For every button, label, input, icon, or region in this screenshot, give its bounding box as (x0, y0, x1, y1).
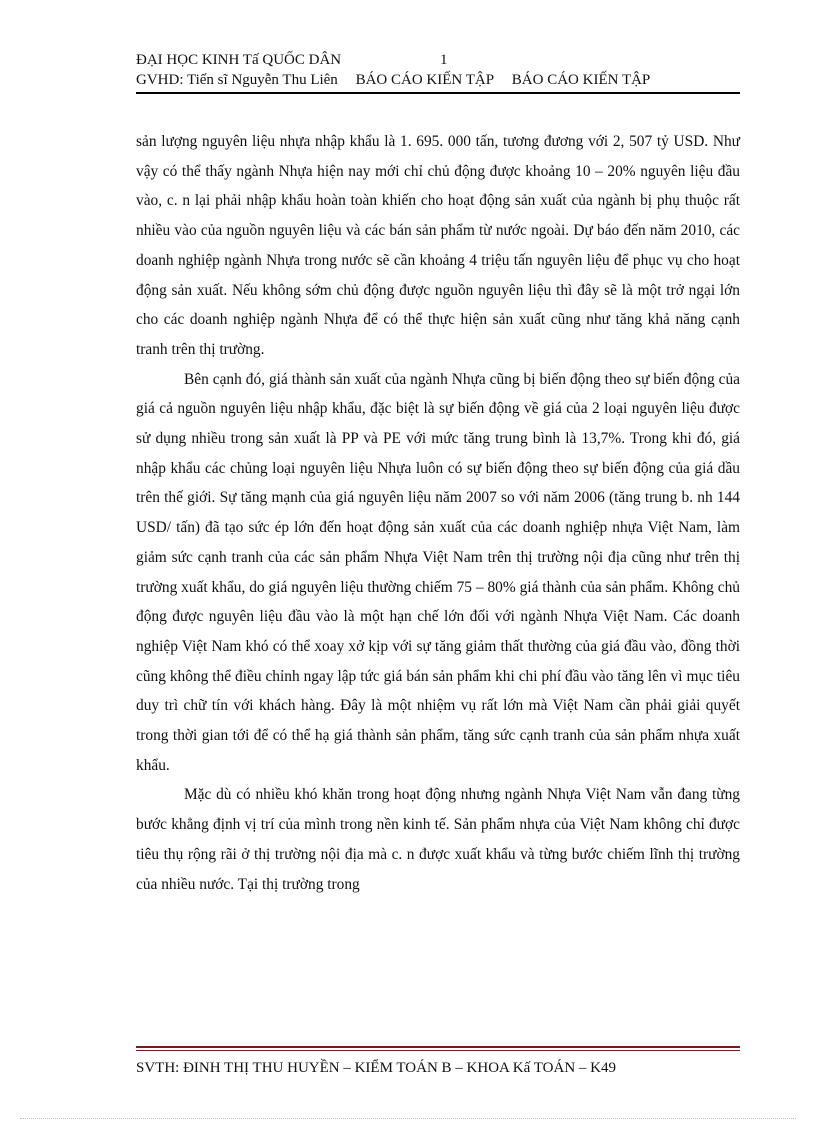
paragraph-3: Mặc dù có nhiều khó khăn trong hoạt động nhưng ngành Nhựa Việt Nam vẫn đang từng bước khẳng định vị trí của mình trong nền kinh tế. Sản phẩm nhựa của Việt Nam không chỉ được tiêu thụ rộng rãi ở thị trường nội địa mà c. n được xuất khẩu và từng bước chiếm lĩnh thị trường của nhiều nước. Tại thị trường trong (136, 786, 740, 893)
header-divider (136, 92, 740, 94)
document-body (136, 127, 740, 899)
page-number: 1 (440, 52, 448, 68)
university-name: ĐẠI HỌC KINH Tấ QUỐC DÂN (136, 52, 342, 68)
page-header (136, 50, 740, 90)
advisor-name: GVHD: Tiến sĩ Nguyễn Thu Liên (136, 72, 338, 88)
header-line-1 (136, 50, 740, 70)
footer-divider (136, 1046, 740, 1048)
page-footer: SVTH: ĐINH THỊ THU HUYỀN – KIỂM TOÁN B – KHOA Kấ TOÁN – K49 (136, 1060, 616, 1076)
header-line-2 (136, 70, 740, 90)
paragraph-1: sản lượng nguyên liệu nhựa nhập khẩu là 1. 695. 000 tấn, tương đương với 2, 507 tỷ USD. Như vậy có thể thấy ngành Nhựa hiện nay mới chỉ chủ động được khoảng 10 – 20% nguyên liệu đầu vào, c. n lại phải nhập khẩu hoàn toàn khiến cho hoạt động sản xuất của ngành bị phụ thuộc rất nhiều vào của nguồn nguyên liệu và các bán sản phẩm từ nước ngoài. Dự báo đến năm 2010, các doanh nghiệp ngành Nhựa trong nước sẽ cần khoảng 4 triệu tấn nguyên liệu để phục vụ cho hoạt động sản xuất. Nếu không sớm chủ động được nguồn nguyên liệu thì đây sẽ là một trở ngại lớn cho các doanh nghiệp ngành Nhựa để có thể thực hiện sản xuất cũng như tăng khả năng cạnh tranh trên thị trường. (136, 133, 740, 358)
report-title-1: BÁO CÁO KIẾN TẬP (355, 72, 495, 88)
footer-divider-thin (136, 1050, 740, 1051)
paragraph-2: Bên cạnh đó, giá thành sản xuất của ngành Nhựa cũng bị biến động theo sự biến động của giá cả nguồn nguyên liệu nhập khẩu, đặc biệt là sự biến động về giá của 2 loại nguyên liệu được sử dụng nhiều trong sản xuất là PP và PE với mức tăng trung bình là 13,7%. Trong khi đó, giá nhập khẩu các chủng loại nguyên liệu Nhựa luôn có sự biến động theo sự biến động của giá dầu trên thế giới. Sự tăng mạnh của giá nguyên liệu năm 2007 so với năm 2006 (tăng trung b. nh 144 USD/ tấn) đã tạo sức ép lớn đến hoạt động sản xuất của các doanh nghiệp nhựa Việt Nam, làm giảm sức cạnh tranh của các sản phẩm Nhựa Việt Nam trên thị trường nội địa cũng như trên thị trường xuất khẩu, do giá nguyên liệu thường chiếm 75 – 80% giá thành của sản phẩm. Không chủ động được nguyên liệu đầu vào là một hạn chế lớn đối với ngành Nhựa Việt Nam. Các doanh nghiệp Việt Nam khó có thể xoay xở kịp với sự tăng giảm thất thường của giá đầu vào, đồng thời cũng không thể điều chỉnh ngay lập tức giá bán sản phẩm khi chi phí đầu vào tăng lên vì mục tiêu duy trì chữ tín với khách hàng. Đây là một nhiệm vụ rất lớn mà Việt Nam cần phải giải quyết trong thời gian tới để có thể hạ giá thành sản phẩm, tăng sức cạnh tranh của sản phẩm nhựa xuất khẩu. (136, 370, 740, 774)
page-bottom-border (20, 1118, 796, 1119)
report-title-2: BÁO CÁO KIẾN TẬP (511, 72, 651, 88)
